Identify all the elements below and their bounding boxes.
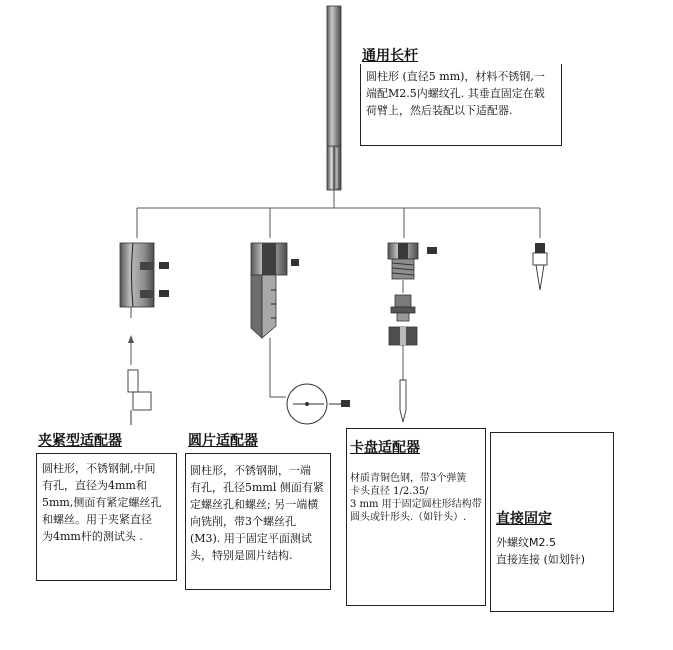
clamp-adapter-title: 夹紧型适配器: [38, 433, 122, 449]
rod-title: 通用长杆: [362, 48, 418, 64]
rod-description: 圆柱形 (直径5 mm)，材料不锈钢,一 端配M2.5内螺纹孔. 其垂直固定在载 荷臂上，然后装配以下适配器.: [366, 70, 545, 117]
direct-fixing-illustration: [533, 243, 547, 290]
chuck-adapter-description: 材质青铜色钢，带3个弹簧 卡头直径 1/2.35/ 3 mm 用于固定圆柱形结构带 圆头或针形头.（如针头）.: [350, 473, 482, 523]
universal-rod-illustration: [327, 6, 341, 190]
clamp-adapter-description: 圆柱形，不锈钢制,中间 有孔，直径为4mm和 5mm,侧面有紧定螺丝孔 和螺丝。用于夹紧直径 为4mm杆的测试头 .: [42, 462, 162, 543]
connector-lines: [137, 190, 540, 238]
disc-adapter-illustration: [251, 243, 350, 424]
disc-adapter-title: 圆片适配器: [188, 433, 258, 449]
clamp-adapter-illustration: [120, 243, 169, 425]
disc-adapter-description: 圆柱形，不锈钢制，一端 有孔，孔径5mml 侧面有紧 定螺丝孔和螺丝; 另一端横 向铣削，带3个螺丝孔 (M3). 用于固定平面测试 头，特别是圆片结构.: [190, 464, 324, 562]
direct-fixing-description: 外螺纹M2.5 直接连接 (如划针): [496, 536, 586, 566]
chuck-adapter-illustration: [388, 243, 437, 422]
direct-fixing-title: 直接固定: [496, 511, 552, 527]
chuck-adapter-title: 卡盘适配器: [350, 440, 420, 456]
